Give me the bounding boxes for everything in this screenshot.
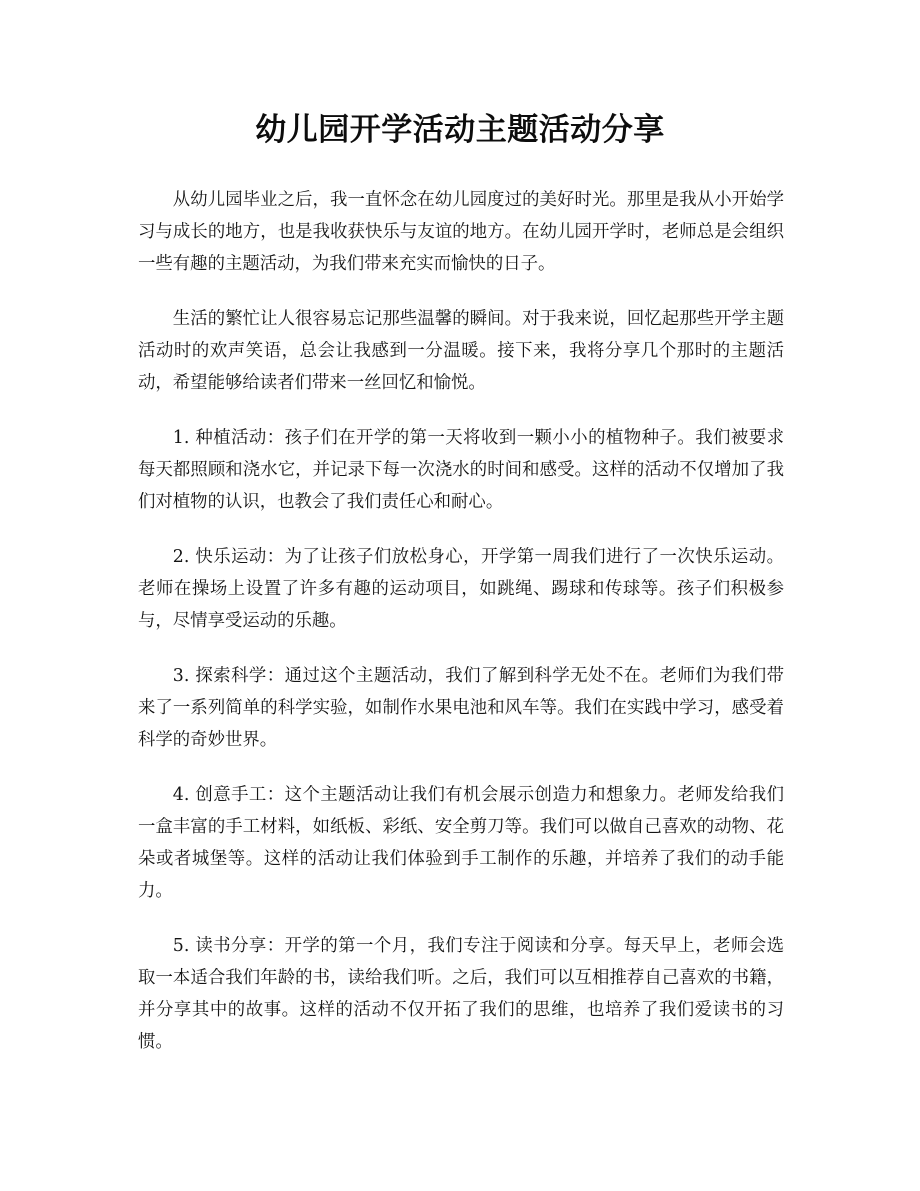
paragraph-intro: 从幼儿园毕业之后，我一直怀念在幼儿园度过的美好时光。那里是我从小开始学习与成长的地方，也是我收获快乐与友谊的地方。在幼儿园开学时，老师总是会组织一些有趣的主题活动，为我们带来充实而愉快的日子。 bbox=[138, 190, 784, 274]
document-body bbox=[138, 184, 784, 1081]
paragraph-reading-share: 5. 读书分享：开学的第一个月，我们专注于阅读和分享。每天早上，老师会选取一本适合我们年龄的书，读给我们听。之后，我们可以互相推荐自己喜欢的书籍，并分享其中的故事。这样的活动不仅开拓了我们的思维，也培养了我们爱读书的习惯。 bbox=[138, 936, 784, 1052]
paragraph-explore-science: 3. 探索科学：通过这个主题活动，我们了解到科学无处不在。老师们为我们带来了一系列简单的科学实验，如制作水果电池和风车等。我们在实践中学习，感受着科学的奇妙世界。 bbox=[138, 666, 784, 750]
document-title: 幼儿园开学活动主题活动分享 bbox=[255, 112, 665, 148]
paragraph-happy-sports: 2. 快乐运动：为了让孩子们放松身心，开学第一周我们进行了一次快乐运动。老师在操场上设置了许多有趣的运动项目，如跳绳、踢球和传球等。孩子们积极参与，尽情享受运动的乐趣。 bbox=[138, 547, 784, 631]
paragraph-planting-activity: 1. 种植活动：孩子们在开学的第一天将收到一颗小小的植物种子。我们被要求每天都照顾和浇水它，并记录下每一次浇水的时间和感受。这样的活动不仅增加了我们对植物的认识，也教会了我们责任心和耐心。 bbox=[138, 428, 784, 512]
paragraph-preface: 生活的繁忙让人很容易忘记那些温馨的瞬间。对于我来说，回忆起那些开学主题活动时的欢声笑语，总会让我感到一分温暖。接下来，我将分享几个那时的主题活动，希望能够给读者们带来一丝回忆和愉悦。 bbox=[138, 309, 784, 393]
paragraph-creative-handcraft: 4. 创意手工：这个主题活动让我们有机会展示创造力和想象力。老师发给我们一盒丰富的手工材料，如纸板、彩纸、安全剪刀等。我们可以做自己喜欢的动物、花朵或者城堡等。这样的活动让我们体验到手工制作的乐趣，并培养了我们的动手能力。 bbox=[138, 785, 784, 901]
